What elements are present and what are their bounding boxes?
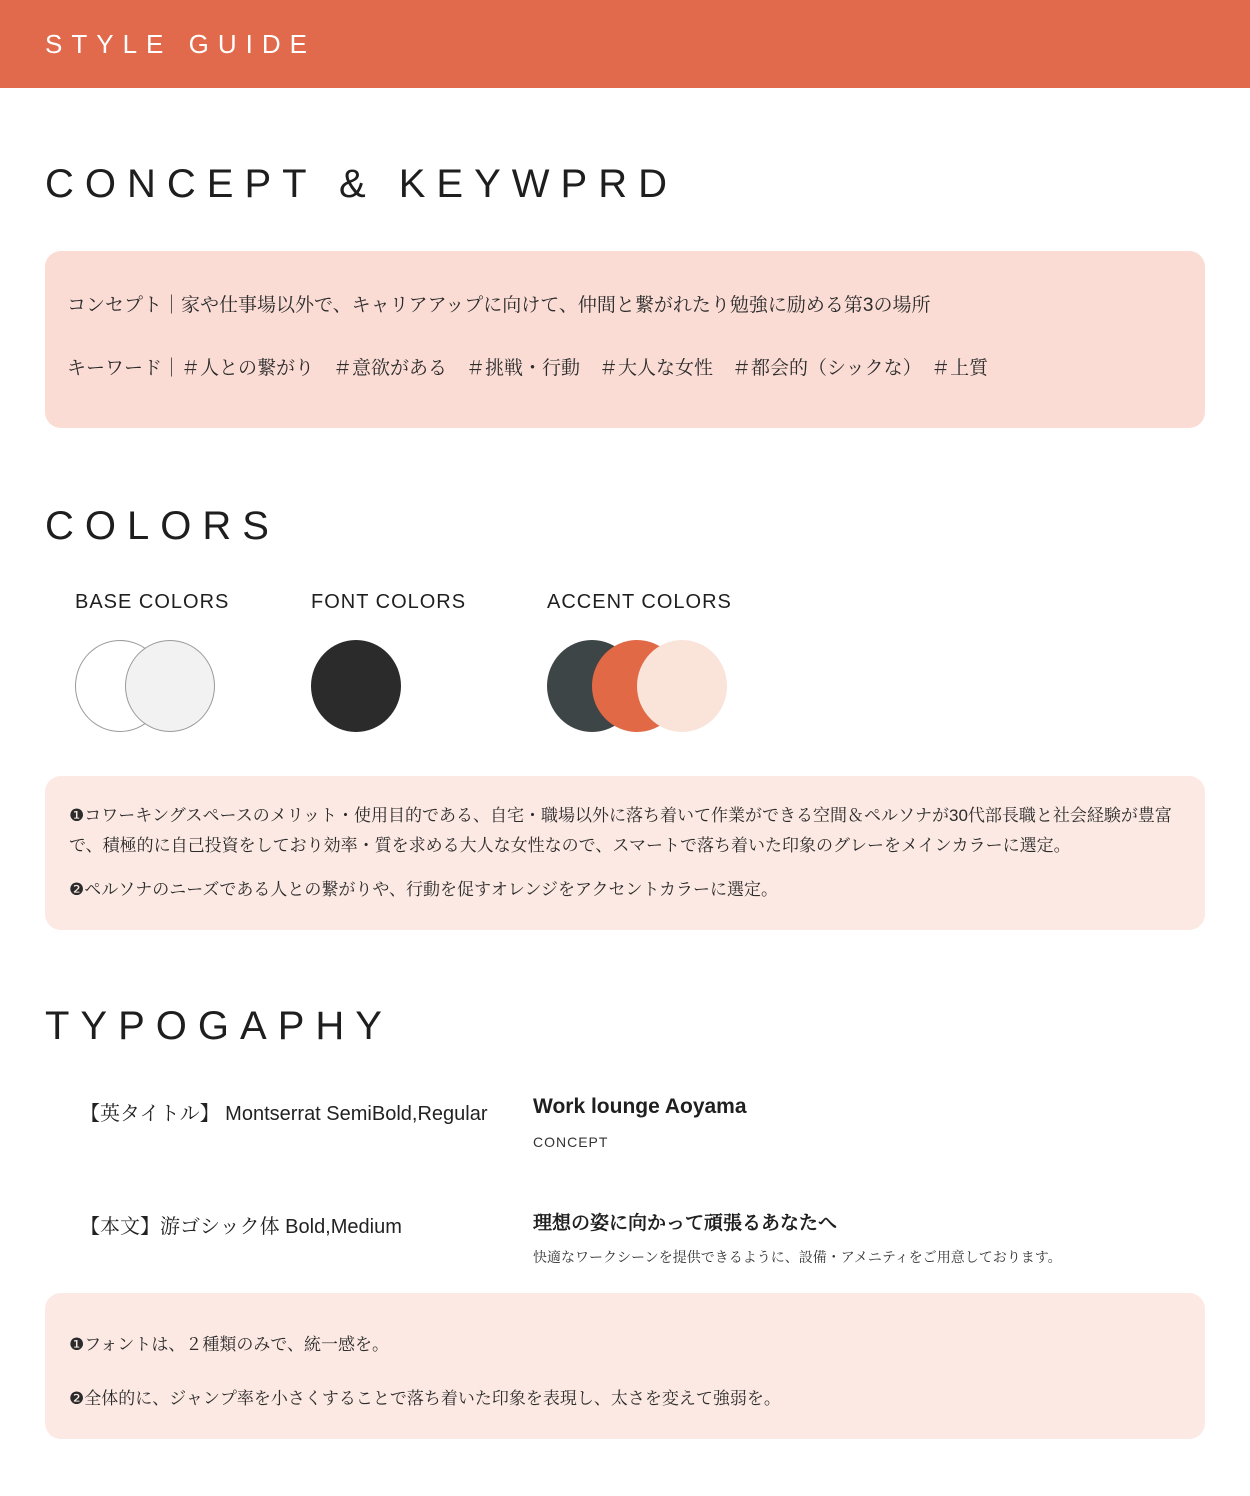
typography-note-2: ❷全体的に、ジャンプ率を小さくすることで落ち着いた印象を表現し、太さを変えて強弱を。 [69,1389,781,1408]
page-content [0,162,1250,1439]
typography-sample-title-jp: 理想の姿に向かって頑張るあなたへ [533,1213,838,1234]
font-colors-label: FONT COLORS [311,591,467,613]
colors-notes-box [45,776,1205,930]
font-colors-group [311,591,547,732]
typography-row-body-jp [80,1208,1205,1267]
concept-section-heading: CONCEPT & KEYWPRD [45,162,678,206]
color-swatch-light-gray [125,640,215,732]
color-swatch-light-peach [637,640,727,732]
concept-line: コンセプト｜家や仕事場以外で、キャリアアップに向けて、仲間と繋がれたり勉強に励める第3の場所 [67,295,931,316]
keyword-line: キーワード｜＃人との繋がり ＃意欲がある ＃挑戦・行動 ＃大人な女性 ＃都会的（シックな） ＃上質 [67,358,989,379]
accent-colors-swatches [547,640,783,732]
typography-sample-sub-jp: 快適なワークシーンを提供できるように、設備・アメニティをご用意しております。 [533,1249,1062,1265]
typography-sample-en [533,1095,1205,1150]
typography-note-1: ❶フォントは、２種類のみで、統一感を。 [69,1335,390,1354]
accent-colors-group [547,591,783,732]
accent-colors-label: ACCENT COLORS [547,591,732,613]
colors-note-1: ❶コワーキングスペースのメリット・使用目的である、自宅・職場以外に落ち着いて作業ができる空間＆ペルソナが30代部長職と社会経験が豊富で、積極的に自己投資をしており効率・質を求める大人な女性なので、スマートで落ち着いた印象のグレーをメインカラーに選定。 [69,806,1172,855]
color-swatch-row [45,591,1205,732]
typography-row-en-title [80,1095,1205,1150]
colors-note-2: ❷ペルソナのニーズである人との繋がりや、行動を促すオレンジをアクセントカラーに選定。 [69,880,779,899]
concept-keyword-box [45,251,1205,428]
header-bar [0,0,1250,88]
typography-notes-box [45,1293,1205,1439]
font-colors-swatches [311,640,547,732]
typography-sample-title-en: Work lounge Aoyama [533,1095,747,1118]
typography-sample-sub-en: CONCEPT [533,1134,609,1150]
typography-font-label-jp: 【本文】游ゴシック体 Bold,Medium [80,1216,402,1238]
typography-sample-jp [533,1208,1205,1267]
page-title: STYLE GUIDE [45,28,316,59]
base-colors-group [75,591,311,732]
colors-section-heading: COLORS [45,504,280,548]
typography-font-label-en: 【英タイトル】 Montserrat SemiBold,Regular [80,1103,488,1125]
color-swatch-dark-charcoal [311,640,401,732]
typography-section-heading: TYPOGAPHY [45,1004,393,1048]
base-colors-label: BASE COLORS [75,591,230,613]
base-colors-swatches [75,640,311,732]
